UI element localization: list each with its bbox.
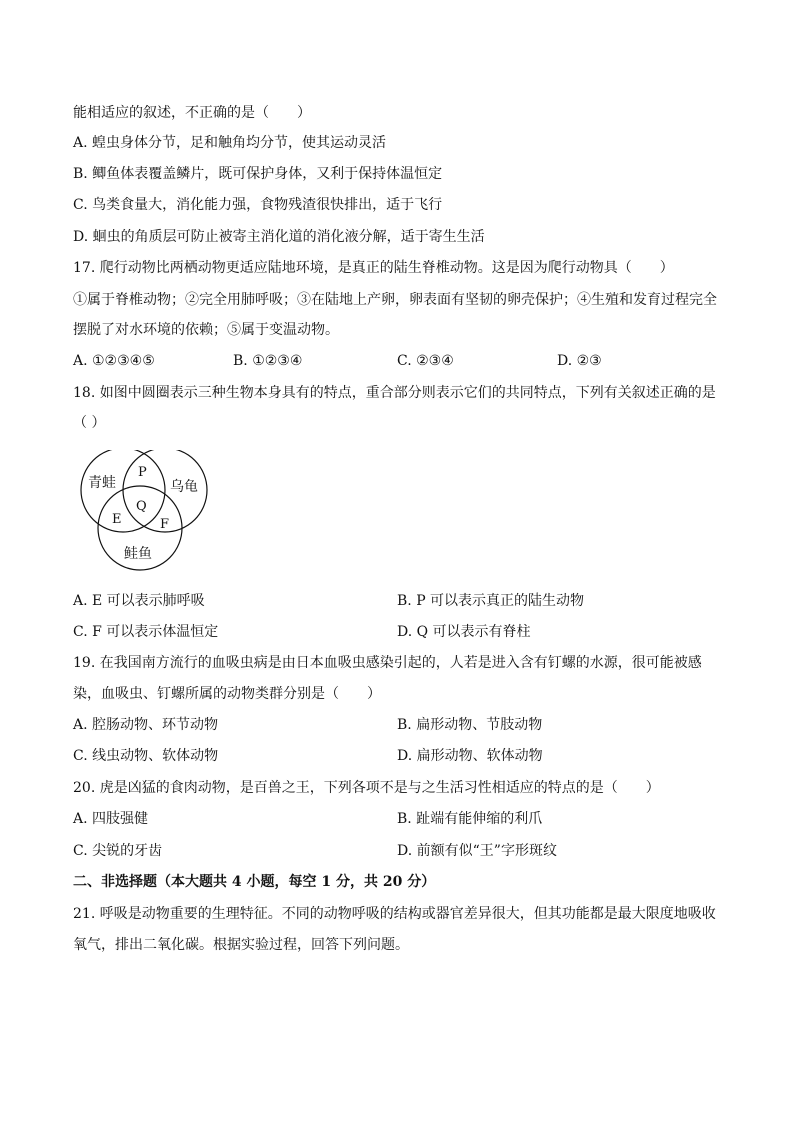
q21-stem-line1: 21. 呼吸是动物重要的生理特征。不同的动物呼吸的结构或器官差异很大，但其功能都是最大限度地吸收 (73, 906, 716, 922)
q18-option-b: B. P 可以表示真正的陆生动物 (397, 593, 585, 609)
venn-region-f: F (160, 517, 170, 532)
q17-option-a: A. ①②③④⑤ (73, 353, 155, 369)
q17-option-d: D. ②③ (557, 353, 602, 369)
venn-label-salmon: 鲑鱼 (124, 546, 152, 562)
q18-stem-line1: 18. 如图中圆圈表示三种生物本身具有的特点，重合部分则表示它们的共同特点，下列有关叙述正确的是 (73, 385, 716, 401)
q18-option-a: A. E 可以表示肺呼吸 (73, 593, 205, 609)
q18-option-d: D. Q 可以表示有脊柱 (397, 624, 531, 640)
q16-stem-tail: 能相适应的叙述，不正确的是（ ） (73, 105, 311, 121)
venn-region-e: E (112, 512, 122, 527)
q16-option-b: B. 鲫鱼体表覆盖鳞片，既可保护身体，又利于保持体温恒定 (73, 166, 443, 182)
section-heading: 二、非选择题（本大题共 4 小题，每空 1 分，共 20 分） (73, 874, 436, 890)
q17-statements-line2: 摆脱了对水环境的依赖；⑤属于变温动物。 (73, 322, 339, 338)
q20-option-d: D. 前额有似“王”字形斑纹 (397, 843, 557, 859)
q19-stem-line1: 19. 在我国南方流行的血吸虫病是由日本血吸虫感染引起的，人若是进入含有钉螺的水源，很可能被感 (73, 655, 702, 671)
venn-region-q: Q (136, 499, 147, 514)
venn-label-frog: 青蛙 (88, 475, 116, 491)
venn-region-p: P (138, 465, 147, 480)
q16-option-c: C. 鸟类食量大，消化能力强，食物残渣很快排出，适于飞行 (73, 197, 443, 213)
q20-option-c: C. 尖锐的牙齿 (73, 843, 163, 859)
q17-option-b: B. ①②③④ (233, 353, 303, 369)
q19-option-c: C. 线虫动物、软体动物 (73, 748, 219, 764)
q18-stem-line2: （ ） (73, 415, 106, 431)
q20-option-a: A. 四肢强健 (73, 811, 149, 827)
q18-option-c: C. F 可以表示体温恒定 (73, 624, 219, 640)
q20-option-b: B. 趾端有能伸缩的利爪 (397, 811, 543, 827)
q21-stem-line2: 氧气，排出二氧化碳。根据实验过程，回答下列问题。 (73, 937, 409, 953)
q20-stem: 20. 虎是凶猛的食肉动物，是百兽之王，下列各项不是与之生活习性相适应的特点的是（ ） (73, 780, 660, 796)
q19-stem-line2: 染，血吸虫、钉螺所属的动物类群分别是（ ） (73, 686, 381, 702)
q16-option-d: D. 蛔虫的角质层可防止被寄主消化道的消化液分解，适于寄生生活 (73, 229, 485, 245)
venn-label-turtle: 乌龟 (170, 479, 198, 495)
venn-diagram (70, 450, 220, 580)
q19-option-a: A. 腔肠动物、环节动物 (73, 717, 219, 733)
q19-option-b: B. 扁形动物、节肢动物 (397, 717, 543, 733)
q17-stem: 17. 爬行动物比两栖动物更适应陆地环境，是真正的陆生脊椎动物。这是因为爬行动物具（ ） (73, 260, 674, 276)
q17-statements-line1: ①属于脊椎动物；②完全用肺呼吸；③在陆地上产卵，卵表面有坚韧的卵壳保护；④生殖和发育过程完全 (73, 292, 717, 308)
q17-option-c: C. ②③④ (397, 353, 454, 369)
q16-option-a: A. 蝗虫身体分节，足和触角均分节，使其运动灵活 (73, 135, 387, 151)
q19-option-d: D. 扁形动物、软体动物 (397, 748, 543, 764)
